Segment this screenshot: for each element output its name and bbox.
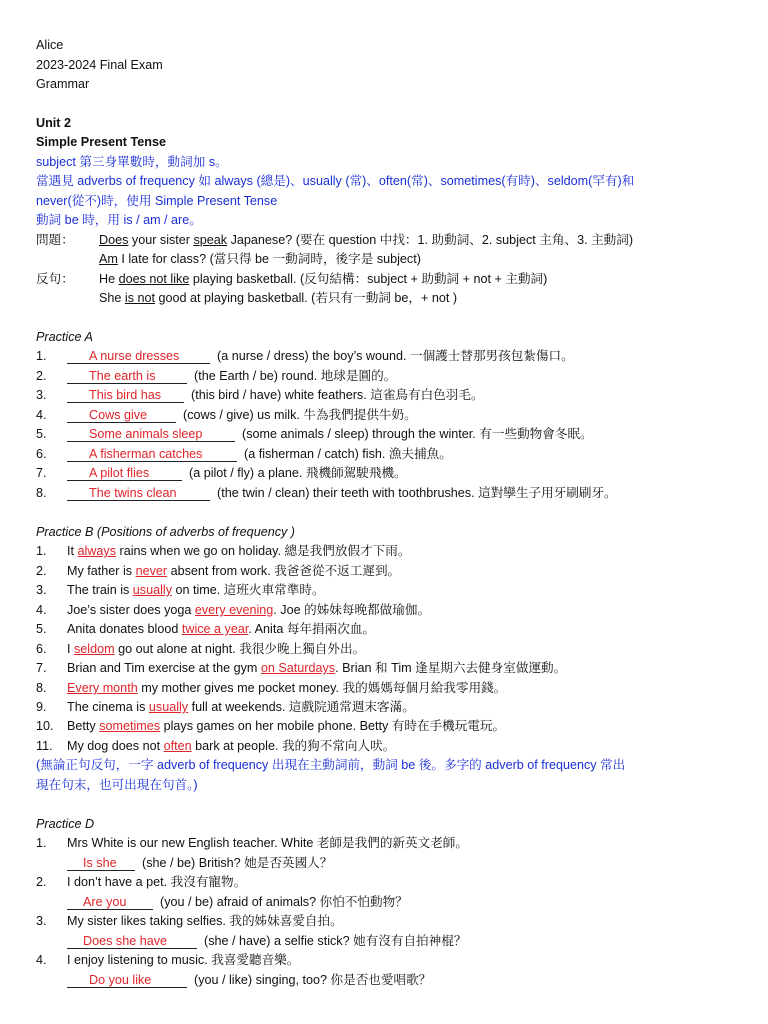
answer-blank: Is she <box>67 856 135 871</box>
text-span: rains when we go on holiday. 總是我們放假才下雨。 <box>116 544 411 558</box>
text-span: my mother gives me pocket money. 我的媽媽每個月給我零用錢。 <box>137 681 507 695</box>
note-verb-be: 動詞 be 時，用 is / am / are。 <box>36 213 202 227</box>
list-item <box>36 835 468 851</box>
unit-topic: Simple Present Tense <box>36 135 166 149</box>
text-span: Am <box>99 252 118 266</box>
list-item <box>36 680 506 696</box>
adverb-position-note-2: 現在句末，也可出現在句首。) <box>36 778 198 792</box>
list-item <box>36 348 574 364</box>
list-item <box>36 426 593 442</box>
text-span: (the twin / clean) their teeth with toothbrushes. 這對孿生子用牙刷刷牙。 <box>217 486 617 500</box>
answer-blank: The earth is <box>67 369 187 384</box>
text-span: My sister likes taking selfies. 我的姊妹喜愛自拍。 <box>67 914 343 928</box>
subject-title: Grammar <box>36 77 90 91</box>
text-span: 6. <box>36 447 47 461</box>
text-span: I <box>67 642 74 656</box>
answer-blank: Some animals sleep <box>67 427 235 442</box>
text-span: It <box>67 544 78 558</box>
text-span: (she / have) a selfie stick? 她有沒有自拍神棍？ <box>204 934 467 948</box>
answer-blank: The twins clean <box>67 486 210 501</box>
text-span: (cows / give) us milk. 牛為我們提供牛奶。 <box>183 408 417 422</box>
list-item <box>36 660 566 676</box>
negative-example-2 <box>99 290 457 306</box>
text-span: (this bird / have) white feathers. 這雀鳥有白色羽毛。 <box>191 388 484 402</box>
list-item <box>36 387 484 403</box>
answer-blank: Cows give <box>67 408 176 423</box>
list-item <box>36 874 246 890</box>
text-span: 1. <box>36 836 47 850</box>
text-span: 10. <box>36 719 54 733</box>
text-span: 6. <box>36 642 47 656</box>
text-span: Brian and Tim exercise at the gym <box>67 661 261 675</box>
text-span: 9. <box>36 700 47 714</box>
list-item <box>36 446 452 462</box>
text-span: 2. <box>36 564 47 578</box>
question-example-1 <box>36 232 633 248</box>
adverb-answer: Every month <box>67 681 138 695</box>
answer-blank: Are you <box>67 895 153 910</box>
text-span: plays games on her mobile phone. Betty 有時在手機玩電玩。 <box>160 719 506 733</box>
list-item <box>36 699 415 715</box>
question-example-2 <box>99 251 421 267</box>
text-span: 3. <box>36 914 47 928</box>
text-span: 4. <box>36 408 47 422</box>
practice-b-heading: Practice B (Positions of adverbs of frequency ) <box>36 525 295 539</box>
answer-blank: Does she have <box>67 934 197 949</box>
text-span: Japanese? (要在 question 中找：1. 助動詞、2. subject 主角、3. 主動詞) <box>227 233 634 247</box>
text-span: (a nurse / dress) the boy’s wound. 一個護士替那男孩包紮傷口。 <box>217 349 574 363</box>
text-span: 2. <box>36 369 47 383</box>
list-item <box>36 582 325 598</box>
text-span: 2. <box>36 875 47 889</box>
practice-d-heading: Practice D <box>36 817 95 831</box>
list-item <box>36 543 410 559</box>
list-item <box>36 602 430 618</box>
list-item <box>67 972 431 988</box>
text-span: 4. <box>36 603 47 617</box>
text-span: The train is <box>67 583 133 597</box>
list-item <box>36 913 343 929</box>
text-span: (she / be) British? 她是否英國人？ <box>142 856 333 870</box>
text-span: 11. <box>36 739 53 753</box>
text-span: 4. <box>36 953 47 967</box>
list-item <box>36 952 299 968</box>
adverb-answer: on Saturdays <box>260 661 336 675</box>
note-adverbs-line1: 當遇見 adverbs of frequency 如 always (總是)、usually (常)、often(常)、sometimes(有時)、seldom(罕有)和 <box>36 174 635 188</box>
question-main-verb: speak <box>193 233 228 247</box>
text-span: (you / like) singing, too? 你是否也愛唱歌？ <box>194 973 432 987</box>
answer-blank: A nurse dresses <box>67 349 210 364</box>
text-span: I late for class? (當只得 be 一動詞時，後字是 subject) <box>117 252 421 266</box>
answer-blank: This bird has <box>67 388 184 403</box>
answer-blank: A pilot flies <box>67 466 182 481</box>
text-span: (some animals / sleep) through the winter. 有一些動物會冬眠。 <box>242 427 593 441</box>
text-span: Anita donates blood <box>67 622 182 636</box>
negative-label: 反句： <box>36 272 74 286</box>
text-span: The cinema is <box>67 700 149 714</box>
text-span: 7. <box>36 661 47 675</box>
text-span: on time. 這班火車常準時。 <box>172 583 325 597</box>
text-span: 8. <box>36 681 47 695</box>
text-span: playing basketball. (反句結構：subject + 助動詞 + not + 主動詞) <box>189 272 548 286</box>
question-label: 問題： <box>36 233 74 247</box>
adverb-answer: never <box>135 564 168 578</box>
text-span: (a fisherman / catch) fish. 漁夫捕魚。 <box>244 447 452 461</box>
text-span: (you / be) afraid of animals? 你怕不怕動物？ <box>160 895 408 909</box>
list-item <box>36 641 365 657</box>
text-span: 3. <box>36 583 47 597</box>
text-span: . Joe 的姊妹每晚都做瑜伽。 <box>273 603 431 617</box>
text-span: He <box>99 272 119 286</box>
negative-example-1 <box>36 271 547 287</box>
text-span: good at playing basketball. (若只有一動詞 be，+ not ) <box>155 291 458 305</box>
list-item <box>67 894 408 910</box>
text-span: 1. <box>36 349 47 363</box>
adverb-answer: seldom <box>74 642 115 656</box>
answer-blank: A fisherman catches <box>67 447 237 462</box>
text-span: I don’t have a pet. 我沒有寵物。 <box>67 875 247 889</box>
text-span: full at weekends. 這戲院通常週末客滿。 <box>188 700 415 714</box>
list-item <box>36 738 395 754</box>
adverb-answer: twice a year <box>181 622 249 636</box>
list-item <box>67 933 466 949</box>
list-item <box>36 563 400 579</box>
text-span: 1. <box>36 544 47 558</box>
list-item <box>67 855 332 871</box>
text-span: absent from work. 我爸爸從不返工遲到。 <box>167 564 401 578</box>
list-item <box>36 407 417 423</box>
adverb-position-note-1: (無論正句反句，一字 adverb of frequency 出現在主動詞前，動詞 be 後。多字的 adverb of frequency 常出 <box>36 758 626 772</box>
student-name: Alice <box>36 38 64 52</box>
text-span: 5. <box>36 622 47 636</box>
note-adverbs-line2: never(從不)時，使用 Simple Present Tense <box>36 194 278 208</box>
list-item <box>36 368 396 384</box>
question-aux: Does <box>99 233 129 247</box>
adverb-answer: every evening <box>194 603 274 617</box>
text-span: (a pilot / fly) a plane. 飛機師駕駛飛機。 <box>189 466 407 480</box>
text-span: . Brian 和 Tim 逢星期六去健身室做運動。 <box>335 661 567 675</box>
list-item <box>36 621 375 637</box>
adverb-answer: usually <box>132 583 172 597</box>
text-span: I enjoy listening to music. 我喜愛聽音樂。 <box>67 953 300 967</box>
text-span: My dog does not <box>67 739 164 753</box>
unit-title: Unit 2 <box>36 116 71 130</box>
text-span: 3. <box>36 388 47 402</box>
text-span: does not like <box>118 272 190 286</box>
text-span: My father is <box>67 564 136 578</box>
text-span: 7. <box>36 466 47 480</box>
adverb-answer: always <box>77 544 116 558</box>
adverb-answer: sometimes <box>99 719 161 733</box>
text-span: . Anita 每年捐兩次血。 <box>248 622 376 636</box>
text-span: is not <box>124 291 156 305</box>
exam-title: 2023-2024 Final Exam <box>36 58 163 72</box>
answer-blank: Do you like <box>67 973 187 988</box>
list-item <box>36 485 617 501</box>
text-span: your sister <box>128 233 194 247</box>
list-item <box>36 465 407 481</box>
note-third-person: subject 第三身單數時，動詞加 s。 <box>36 155 228 169</box>
text-span: (the Earth / be) round. 地球是圓的。 <box>194 369 397 383</box>
practice-a-heading: Practice A <box>36 330 93 344</box>
text-span: Joe’s sister does yoga <box>67 603 195 617</box>
list-item <box>36 718 505 734</box>
adverb-answer: usually <box>148 700 189 714</box>
text-span: go out alone at night. 我很少晚上獨自外出。 <box>114 642 366 656</box>
text-span: bark at people. 我的狗不常向人吠。 <box>191 739 396 753</box>
adverb-answer: often <box>163 739 192 753</box>
text-span: Mrs White is our new English teacher. White 老師是我們的新英文老師。 <box>67 836 468 850</box>
text-span: She <box>99 291 125 305</box>
text-span: Betty <box>67 719 100 733</box>
text-span: 5. <box>36 427 47 441</box>
text-span: 8. <box>36 486 47 500</box>
